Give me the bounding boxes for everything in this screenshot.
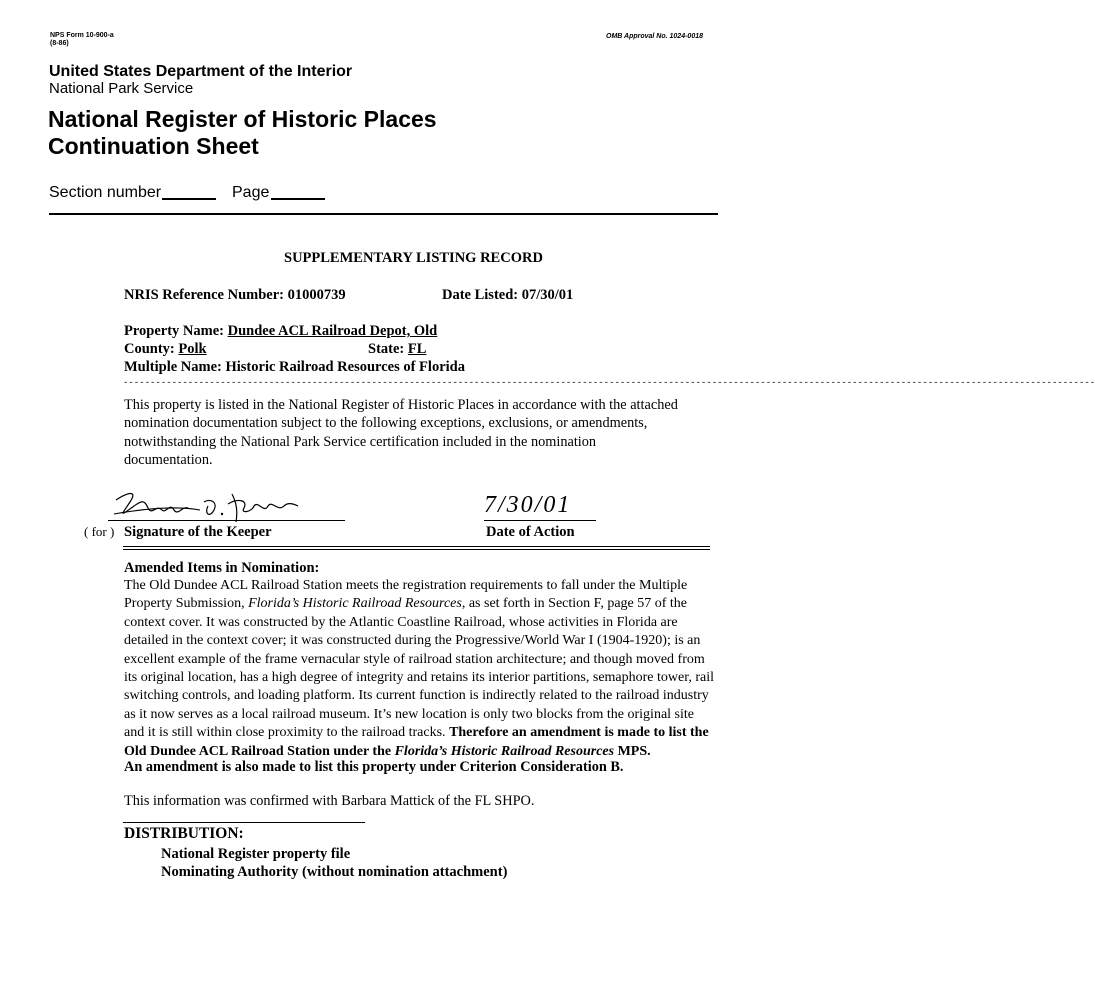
amended-line — [124, 595, 714, 613]
state-label: State: — [368, 341, 405, 357]
keeper-prefix-mark: ( for ) — [84, 524, 115, 539]
date-line — [484, 520, 596, 521]
statement-line: This property is listed in the National Register of Historic Places in accordance with the attached — [124, 397, 678, 413]
property-name — [124, 323, 437, 340]
nris-reference — [124, 287, 346, 304]
keeper-label: Signature of the Keeper — [124, 524, 272, 540]
county — [124, 341, 207, 358]
nris-label: NRIS Reference Number: — [124, 287, 284, 303]
distribution-item: Nominating Authority (without nomination attachment) — [161, 864, 508, 880]
multiple-name-value: Historic Railroad Resources of Florida — [225, 359, 465, 375]
state-value: FL — [407, 341, 427, 357]
amended-heading: Amended Items in Nomination: — [124, 560, 320, 576]
nris-value: 01000739 — [287, 287, 346, 303]
distribution-item: National Register property file — [161, 846, 351, 862]
criterion-note: An amendment is also made to list this property under Criterion Consideration B. — [124, 759, 624, 775]
keeper-signature — [108, 488, 348, 528]
amended-bold-text: MPS. — [614, 743, 651, 759]
amended-line: context cover. It was constructed by the Atlantic Coastline Railroad, whose activities in Florida are — [124, 614, 678, 630]
amended-line: its original location, has a high degree of integrity and retains its interior partitions, semaphore tower, rail — [124, 670, 714, 686]
property-name-label: Property Name: — [124, 323, 224, 339]
double-rule-bottom — [123, 549, 710, 550]
amended-line: The Old Dundee ACL Railroad Station meets the registration requirements to fall under the Multiple — [124, 578, 688, 593]
double-rule-top — [123, 546, 710, 547]
amended-text: and it is still within close proximity to the railroad tracks. — [124, 725, 450, 741]
amended-line: excellent example of the frame vernacular style of railroad station architecture; and though moved from — [124, 651, 705, 667]
amended-bold-text: Old Dundee ACL Railroad Station under the — [124, 743, 395, 759]
agency-name: National Park Service — [49, 80, 194, 97]
state — [368, 341, 426, 358]
county-value: Polk — [178, 341, 207, 357]
page-title — [48, 106, 437, 160]
omb-approval: OMB Approval No. 1024-0018 — [606, 33, 703, 40]
form-number — [50, 32, 114, 48]
date-listed-label: Date Listed: — [442, 287, 519, 303]
page-blank — [271, 198, 325, 200]
form-date-text: (8-86) — [50, 40, 69, 47]
signature-line — [108, 520, 345, 521]
distribution-rule — [123, 822, 365, 823]
statement-line: documentation. — [124, 452, 213, 469]
title-line-2: Continuation Sheet — [48, 133, 259, 159]
amended-italic-text: Florida’s Historic Railroad Resources — [248, 596, 462, 612]
amended-line: switching controls, and loading platform. Its current function is indirectly related to the railroad industry — [124, 688, 709, 704]
header-rule — [49, 213, 718, 215]
date-of-action-label: Date of Action — [486, 524, 575, 540]
record-heading: SUPPLEMENTARY LISTING RECORD — [284, 250, 543, 266]
section-number-blank — [162, 198, 216, 200]
county-label: County: — [124, 341, 175, 357]
amended-text: , as set forth in Section F, page 57 of the — [461, 596, 688, 612]
amended-text: Property Submission, — [124, 596, 249, 612]
amended-line — [124, 724, 714, 742]
listing-statement — [124, 396, 678, 470]
amended-body — [124, 577, 714, 761]
amended-line: as it now serves as a local railroad museum. It’s new location is only two blocks from the original site — [124, 706, 694, 722]
department-name: United States Department of the Interior — [49, 63, 353, 80]
amended-bold-text: Therefore an amendment is made to list the — [449, 725, 709, 741]
handwritten-date: 7/30/01 — [484, 492, 572, 518]
multiple-name-label: Multiple Name: — [124, 359, 222, 375]
date-listed-value: 07/30/01 — [521, 287, 574, 303]
amended-bold-italic-text: Florida’s Historic Railroad Resources — [394, 743, 615, 759]
form-number-text: NPS Form 10-900-a — [50, 32, 114, 39]
multiple-name — [124, 359, 465, 376]
section-number-label: Section number — [49, 184, 162, 201]
property-name-value: Dundee ACL Railroad Depot, Old — [227, 323, 438, 339]
dashed-separator: ------------------------------------------------------------------------------------------------------------------------------------------------------------------------------------ — [123, 378, 1095, 388]
statement-line: nomination documentation subject to the following exceptions, exclusions, or amendments, — [124, 415, 648, 432]
amended-line: detailed in the context cover; it was constructed during the Progressive/World War I (1904-1920); is an — [124, 633, 701, 649]
confirmation-note: This information was confirmed with Barbara Mattick of the FL SHPO. — [124, 793, 535, 809]
distribution-heading: DISTRIBUTION: — [124, 825, 244, 842]
page-label: Page — [232, 184, 270, 201]
date-listed — [442, 287, 573, 304]
title-line-1: National Register of Historic Places — [48, 106, 437, 132]
statement-line: notwithstanding the National Park Service certification included in the nomination — [124, 433, 597, 450]
